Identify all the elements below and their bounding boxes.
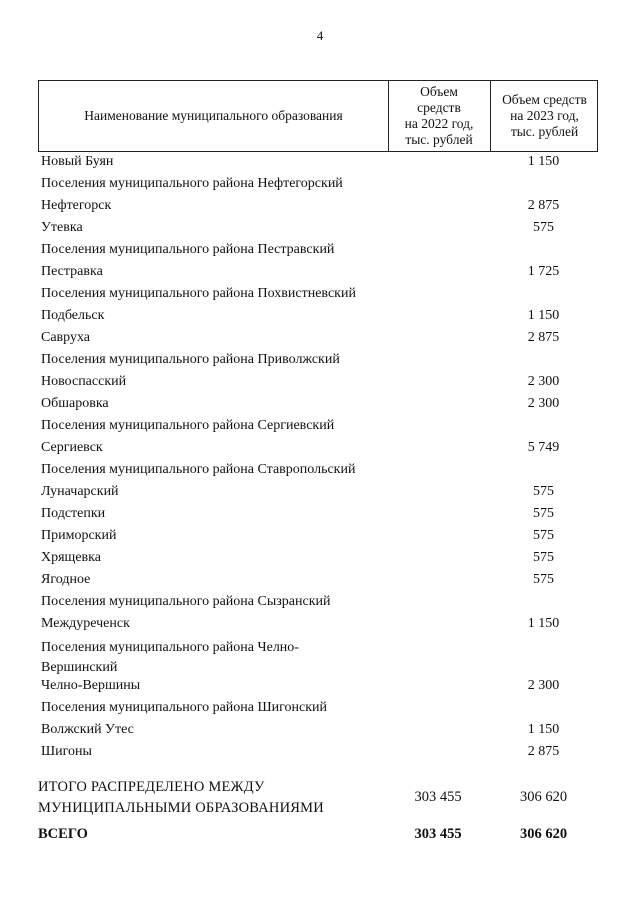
row-value-2023: 2 300 bbox=[527, 678, 560, 693]
grand-total-2023: 306 620 bbox=[519, 826, 568, 842]
row-value-2023: 2 875 bbox=[527, 744, 560, 759]
table-row bbox=[38, 436, 598, 458]
grand-total-2022: 303 455 bbox=[414, 826, 462, 842]
row-value-2023: 1 150 bbox=[527, 154, 560, 169]
table-row bbox=[38, 304, 598, 326]
row-name: Хрящевка bbox=[41, 550, 101, 565]
row-value-2023: 575 bbox=[533, 484, 554, 499]
row-name: Новоспасский bbox=[41, 374, 127, 389]
table-row bbox=[38, 216, 598, 238]
row-name: Челно-Вершины bbox=[41, 678, 141, 693]
table-row bbox=[38, 740, 598, 762]
row-name: Поселения муниципального района Похвистневский bbox=[41, 286, 356, 301]
row-name: Луначарский bbox=[41, 484, 119, 499]
table-row bbox=[38, 326, 598, 348]
table-row bbox=[38, 150, 598, 172]
table-row bbox=[38, 480, 598, 502]
row-name: Поселения муниципального района Челно- Вершинский bbox=[41, 640, 299, 675]
row-value-2023: 1 150 bbox=[527, 308, 560, 323]
page-number: 4 bbox=[316, 28, 324, 43]
table-row bbox=[38, 238, 598, 260]
table-row bbox=[38, 282, 598, 304]
total-label: ИТОГО РАСПРЕДЕЛЕНО МЕЖДУ МУНИЦИПАЛЬНЫМИ ОБРАЗОВАНИЯМИ bbox=[38, 779, 324, 816]
table-row bbox=[38, 718, 598, 740]
grand-total-row bbox=[38, 826, 598, 848]
row-name: Поселения муниципального района Приволжский bbox=[41, 352, 340, 367]
row-value-2023: 1 150 bbox=[527, 616, 560, 631]
row-value-2023: 5 749 bbox=[527, 440, 560, 455]
row-name: Подстепки bbox=[41, 506, 106, 521]
header-2023: Объем средств на 2023 год, тыс. рублей bbox=[502, 92, 587, 139]
row-name: Поселения муниципального района Сергиевский bbox=[41, 418, 335, 433]
row-value-2023: 2 300 bbox=[527, 374, 560, 389]
row-name: Приморский bbox=[41, 528, 117, 543]
row-name: Поселения муниципального района Сызранский bbox=[41, 594, 331, 609]
row-name: Шигоны bbox=[41, 744, 92, 759]
row-name: Поселения муниципального района Ставропольский bbox=[41, 462, 356, 477]
row-name: Поселения муниципального района Шигонский bbox=[41, 700, 328, 715]
header-name: Наименование муниципального образования bbox=[84, 108, 343, 123]
table-row bbox=[38, 696, 598, 718]
row-name: Подбельск bbox=[41, 308, 105, 323]
table-row bbox=[38, 524, 598, 546]
row-value-2023: 575 bbox=[533, 506, 554, 521]
table-row bbox=[38, 172, 598, 194]
table-row bbox=[38, 260, 598, 282]
row-name: Сергиевск bbox=[41, 440, 103, 455]
row-name: Нефтегорск bbox=[41, 198, 112, 213]
row-name: Междуреченск bbox=[41, 616, 130, 631]
table-body bbox=[38, 150, 598, 762]
table-row bbox=[38, 458, 598, 480]
row-name: Волжский Утес bbox=[41, 722, 134, 737]
row-value-2023: 2 875 bbox=[527, 198, 560, 213]
total-row bbox=[38, 777, 598, 819]
row-name: Утевка bbox=[41, 220, 83, 235]
row-name: Новый Буян bbox=[41, 154, 114, 169]
table-row bbox=[38, 502, 598, 524]
total-2022: 303 455 bbox=[414, 789, 462, 805]
table-row bbox=[38, 370, 598, 392]
row-name: Пестравка bbox=[41, 264, 103, 279]
row-name: Ягодное bbox=[41, 572, 91, 587]
row-name: Поселения муниципального района Нефтегорский bbox=[41, 176, 343, 191]
table-header bbox=[38, 80, 598, 152]
header-2022: Объем средств на 2022 год, тыс. рублей bbox=[404, 84, 474, 147]
row-name: Обшаровка bbox=[41, 396, 109, 411]
table-row bbox=[38, 348, 598, 370]
row-value-2023: 1 150 bbox=[527, 722, 560, 737]
row-value-2023: 2 300 bbox=[527, 396, 560, 411]
table-row bbox=[38, 194, 598, 216]
table-row bbox=[38, 568, 598, 590]
table-row bbox=[38, 634, 598, 674]
row-value-2023: 2 875 bbox=[527, 330, 560, 345]
row-value-2023: 1 725 bbox=[527, 264, 560, 279]
table-row bbox=[38, 674, 598, 696]
grand-total-label: ВСЕГО bbox=[38, 826, 88, 842]
table-row bbox=[38, 546, 598, 568]
row-value-2023: 575 bbox=[533, 550, 554, 565]
row-value-2023: 575 bbox=[533, 220, 554, 235]
table-row bbox=[38, 414, 598, 436]
total-2023: 306 620 bbox=[519, 789, 568, 805]
table-row bbox=[38, 612, 598, 634]
row-value-2023: 575 bbox=[533, 528, 554, 543]
table-row bbox=[38, 392, 598, 414]
row-value-2023: 575 bbox=[533, 572, 554, 587]
row-name: Поселения муниципального района Пестравский bbox=[41, 242, 335, 257]
row-name: Савруха bbox=[41, 330, 91, 345]
table-row bbox=[38, 590, 598, 612]
